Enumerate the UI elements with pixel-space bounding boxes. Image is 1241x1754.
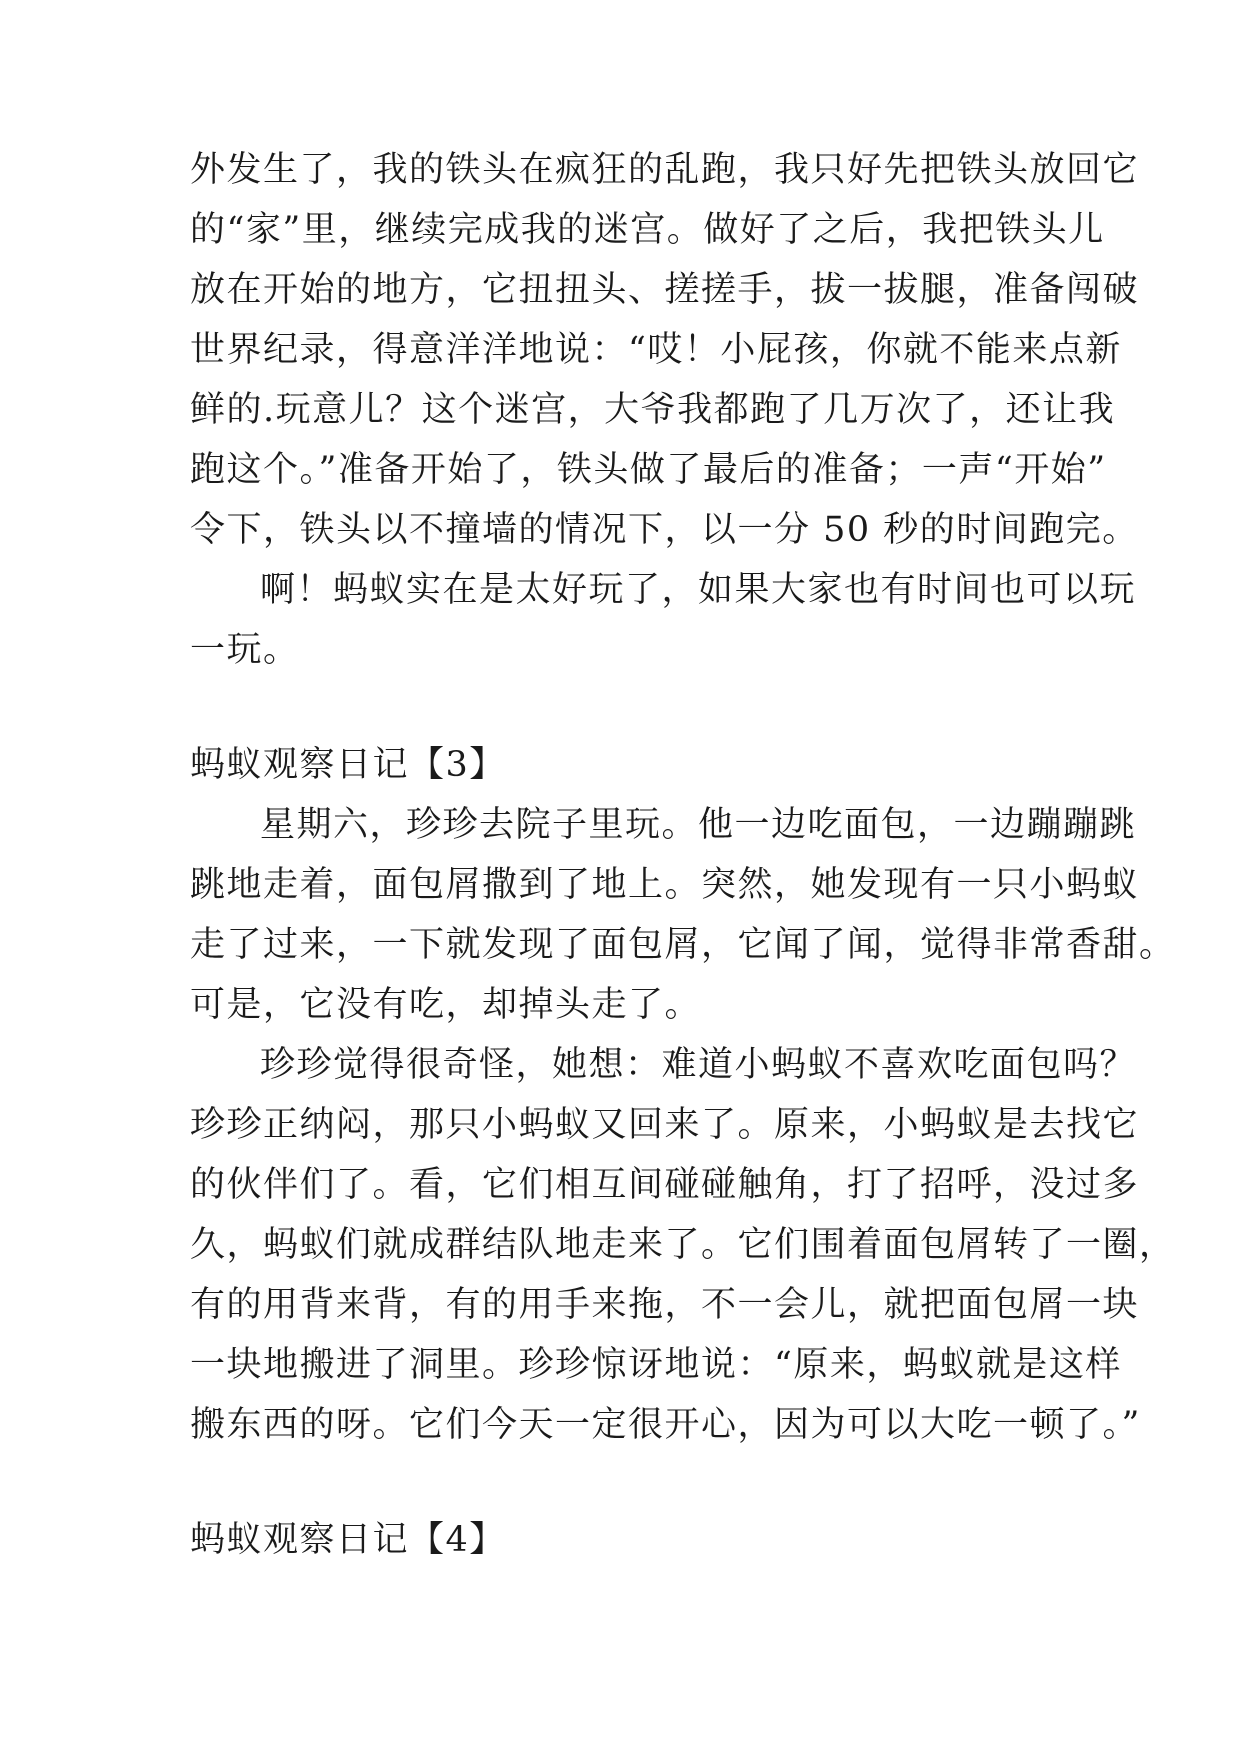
paragraph-line: 星期六，珍珍去院子里玩。他一边吃面包，一边蹦蹦跳: [260, 805, 1137, 845]
paragraph-line: 跑这个。”准备开始了，铁头做了最后的准备；一声“开始”: [190, 450, 1107, 490]
paragraph-line: 的“家”里，继续完成我的迷宫。做好了之后，我把铁头儿: [190, 210, 1105, 250]
paragraph-line: 搬东西的呀。它们今天一定很开心，因为可以大吃一顿了。”: [190, 1405, 1141, 1445]
paragraph-line: 世界纪录，得意洋洋地说：“哎！小屁孩，你就不能来点新: [190, 330, 1122, 370]
paragraph-line: 外发生了，我的铁头在疯狂的乱跑，我只好先把铁头放回它: [190, 150, 1140, 190]
paragraph-line: 令下，铁头以不撞墙的情况下，以一分 50 秒的时间跑完。: [190, 510, 1139, 550]
paragraph-line: 啊！蚂蚁实在是太好玩了，如果大家也有时间也可以玩: [260, 570, 1137, 610]
paragraph-line: 的伙伴们了。看，它们相互间碰碰触角，打了招呼，没过多: [190, 1165, 1140, 1205]
section-heading: 蚂蚁观察日记【4】: [190, 1520, 506, 1560]
section-heading: 蚂蚁观察日记【3】: [190, 745, 506, 785]
paragraph-line: 走了过来，一下就发现了面包屑，它闻了闻，觉得非常香甜。: [190, 925, 1176, 965]
paragraph-line: 鲜的.玩意儿？这个迷宫，大爷我都跑了几万次了，还让我: [190, 390, 1116, 430]
paragraph-line: 珍珍正纳闷，那只小蚂蚁又回来了。原来，小蚂蚁是去找它: [190, 1105, 1140, 1145]
paragraph-line: 一块地搬进了洞里。珍珍惊讶地说：“原来，蚂蚁就是这样: [190, 1345, 1122, 1385]
paragraph-line: 放在开始的地方，它扭扭头、搓搓手，拔一拔腿，准备闯破: [190, 270, 1140, 310]
paragraph-line: 可是，它没有吃，却掉头走了。: [190, 985, 702, 1025]
paragraph-line: 一玩。: [190, 630, 300, 670]
paragraph-line: 跳地走着，面包屑撒到了地上。突然，她发现有一只小蚂蚁: [190, 865, 1140, 905]
paragraph-line: 有的用背来背，有的用手来拖，不一会儿，就把面包屑一块: [190, 1285, 1140, 1325]
paragraph-line: 珍珍觉得很奇怪，她想：难道小蚂蚁不喜欢吃面包吗？: [260, 1045, 1137, 1085]
paragraph-line: 久，蚂蚁们就成群结队地走来了。它们围着面包屑转了一圈，: [190, 1225, 1176, 1265]
